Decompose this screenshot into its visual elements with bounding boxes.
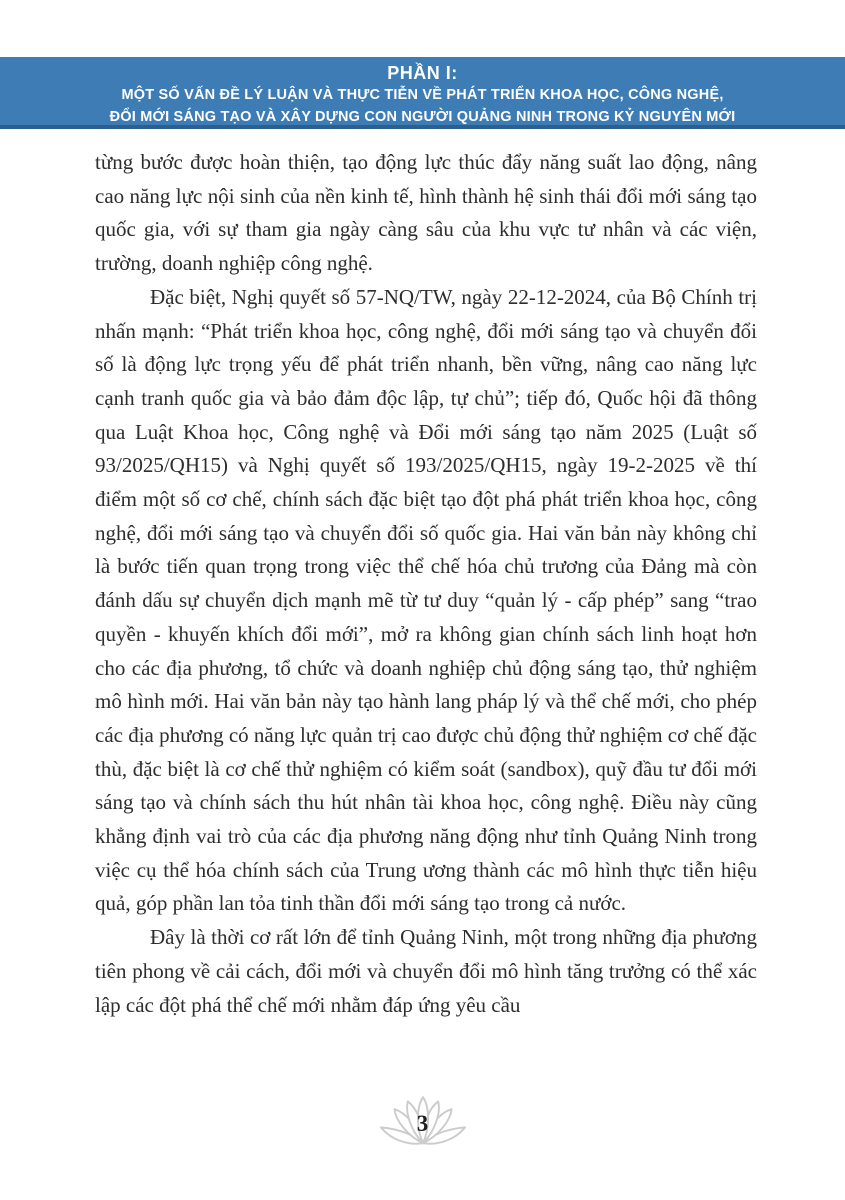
part-header-banner (0, 57, 845, 129)
part-label: PHẦN I: (387, 63, 458, 83)
part-subtitle-line2: ĐỔI MỚI SÁNG TẠO VÀ XÂY DỰNG CON NGƯỜI QUẢNG NINH TRONG KỶ NGUYÊN MỚI (109, 109, 736, 125)
part-subtitle-line1: MỘT SỐ VẤN ĐỀ LÝ LUẬN VÀ THỰC TIỄN VỀ PHÁT TRIỂN KHOA HỌC, CÔNG NGHỆ, (121, 87, 724, 103)
paragraph-opportunity: Đây là thời cơ rất lớn để tỉnh Quảng Ninh, một trong những địa phương tiên phong về cải cách, đổi mới và chuyển đổi mô hình tăng trưởng có thể xác lập các đột phá thể chế mới nhằm đáp ứng yêu cầu (95, 925, 757, 1017)
page-number: 3 (416, 1111, 429, 1136)
page-body-text (0, 146, 845, 1022)
page-number-ornament (375, 1094, 471, 1148)
paragraph-continuation: từng bước được hoàn thiện, tạo động lực thúc đẩy năng suất lao động, nâng cao năng lực nội sinh của nền kinh tế, hình thành hệ sinh thái đổi mới sáng tạo quốc gia, với sự tham gia ngày càng sâu của khu vực tư nhân và các viện, trường, doanh nghiệp công nghệ. (95, 150, 757, 276)
paragraph-resolution-57: Đặc biệt, Nghị quyết số 57-NQ/TW, ngày 22-12-2024, của Bộ Chính trị nhấn mạnh: “Phát triển khoa học, công nghệ, đổi mới sáng tạo và chuyển đổi số là động lực trọng yếu để phát triển nhanh, bền vững, nâng cao năng lực cạnh tranh quốc gia và bảo đảm độc lập, tự chủ”; tiếp đó, Quốc hội đã thông qua Luật Khoa học, Công nghệ và Đổi mới sáng tạo năm 2025 (Luật số 93/2025/QH15) và Nghị quyết số 193/2025/QH15, ngày 19-2-2025 về thí điểm một số cơ chế, chính sách đặc biệt tạo đột phá phát triển khoa học, công nghệ, đổi mới sáng tạo và chuyển đổi số quốc gia. Hai văn bản này không chỉ là bước tiến quan trọng trong việc thể chế hóa chủ trương của Đảng mà còn đánh dấu sự chuyển dịch mạnh mẽ từ tư duy “quản lý - cấp phép” sang “trao quyền - khuyến khích đổi mới”, mở ra không gian chính sách linh hoạt hơn cho các địa phương, tổ chức và doanh nghiệp chủ động sáng tạo, thử nghiệm mô hình mới. Hai văn bản này tạo hành lang pháp lý và thể chế mới, cho phép các địa phương có năng lực quản trị cao được chủ động thử nghiệm cơ chế đặc thù, đặc biệt là cơ chế thử nghiệm có kiểm soát (sandbox), quỹ đầu tư đổi mới sáng tạo và chính sách thu hút nhân tài khoa học, công nghệ. Điều này cũng khẳng định vai trò của các địa phương năng động như tỉnh Quảng Ninh trong việc cụ thể hóa chính sách của Trung ương thành các mô hình thực tiễn hiệu quả, góp phần lan tỏa tinh thần đổi mới sáng tạo trong cả nước. (95, 284, 757, 916)
page-footer (0, 1094, 845, 1164)
